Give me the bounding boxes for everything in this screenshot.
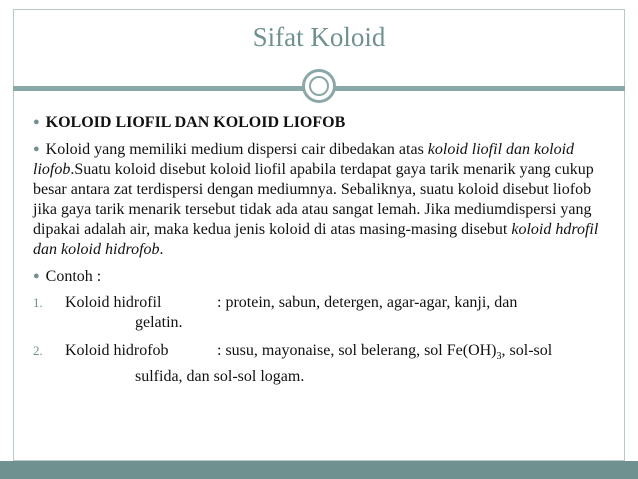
bullet-heading <box>33 112 613 133</box>
slide-title: Sifat Koloid <box>252 22 386 52</box>
bullet-icon: ● <box>33 270 40 282</box>
list-item <box>33 341 613 387</box>
slide-content <box>33 112 613 395</box>
list-desc: : susu, mayonaise, sol belerang, sol Fe(OH) <box>217 342 497 359</box>
list-desc-continuation: sulfida, dan sol-sol logam. <box>135 368 305 386</box>
circle-ornament-icon <box>302 69 336 103</box>
para-text-1: Koloid yang memiliki medium dispersi cair dibedakan atas <box>45 141 428 158</box>
list-item <box>33 293 613 333</box>
bullet-contoh <box>33 266 613 287</box>
list-term: Koloid hidrofil <box>65 294 162 311</box>
para-text-2: .Suatu koloid disebut koloid liofil apabila terdapat gaya tarik menarik yang cukup besar antara zat terdispersi dengan mediumnya. Sebaliknya, suatu koloid disebut liofob jika gaya tarik menarik tersebut tidak ada atau sangat lemah. Jika mediumdispersi yang dipakai adalah air, maka kedua jenis koloid di atas masing-masing disebut <box>33 161 594 238</box>
list-desc-end: , sol-sol <box>501 342 553 359</box>
contoh-label: Contoh : <box>45 268 102 285</box>
bottom-band <box>0 461 638 479</box>
heading-text: KOLOID LIOFIL DAN KOLOID LIOFOB <box>45 114 346 131</box>
subscript: 3 <box>496 351 502 363</box>
bullet-icon: ● <box>33 143 40 155</box>
bullet-icon: ● <box>33 116 40 128</box>
bullet-paragraph <box>33 139 613 260</box>
para-italic-2: koloid hdrofil dan koloid hidrofob <box>33 221 599 258</box>
list-number: 2. <box>33 343 43 358</box>
para-italic-1: koloid liofil dan koloid liofob <box>33 141 575 178</box>
list-term: Koloid hidrofob <box>65 342 169 359</box>
list-desc: : protein, sabun, detergen, agar-agar, kanji, dan <box>217 294 518 311</box>
list-number: 1. <box>33 295 43 310</box>
para-text-3: . <box>159 241 164 258</box>
list-desc-continuation: gelatin. <box>135 314 183 331</box>
